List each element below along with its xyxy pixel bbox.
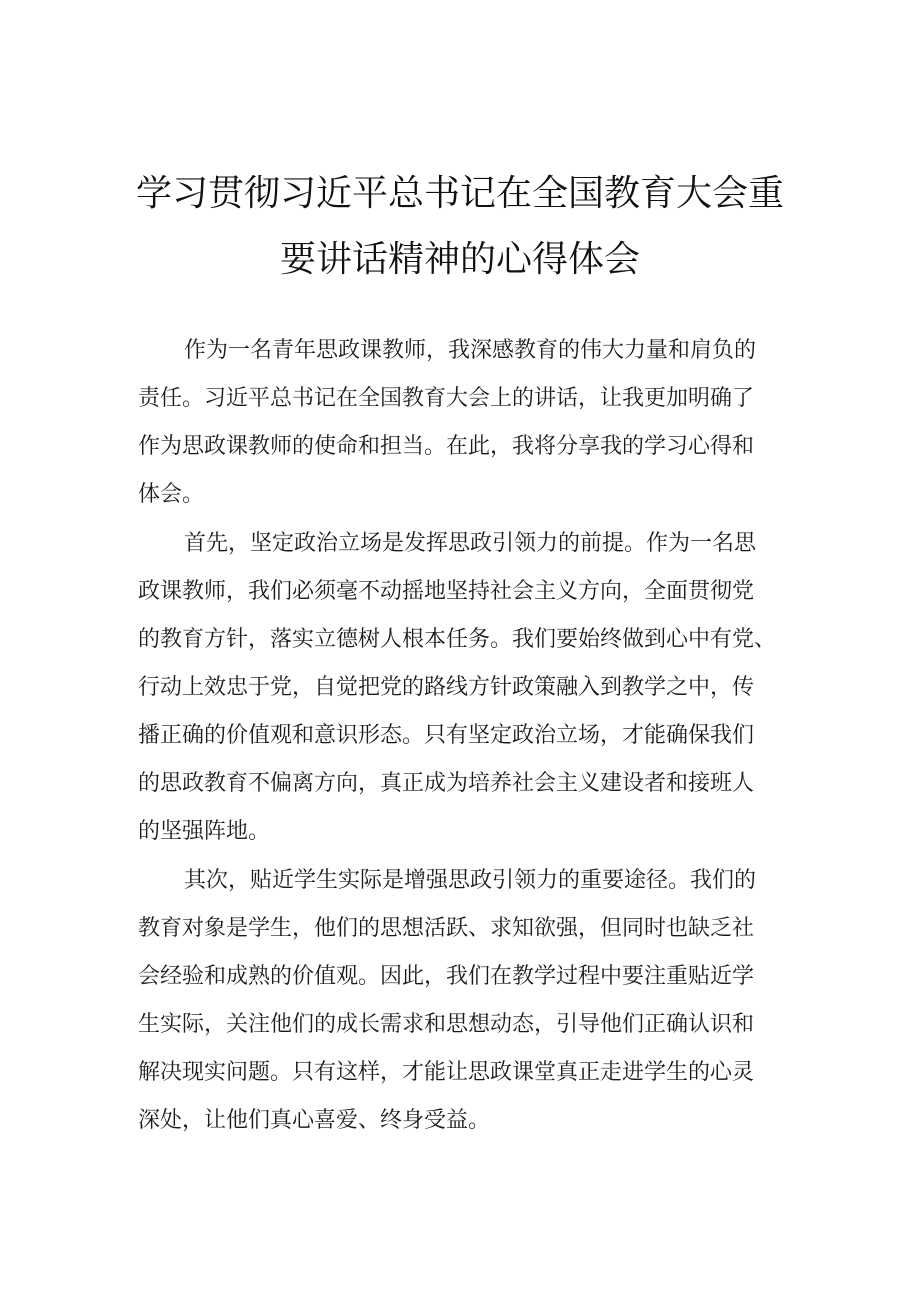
paragraph-1-line-3: 作为思政课教师的使命和担当。在此，我将分享我的学习心得和 [138, 434, 755, 459]
paragraph-3-line-4: 生实际，关注他们的成长需求和思想动态，引导他们正确认识和 [138, 1012, 755, 1037]
paragraph-1-line-4: 体会。 [138, 482, 205, 507]
paragraph-1-line-1: 作为一名青年思政课教师，我深感教育的伟大力量和肩负的 [184, 338, 757, 363]
paragraph-2-line-4: 行动上效忠于党，自觉把党的路线方针政策融入到教学之中，传 [138, 675, 755, 700]
paragraph-1-line-2: 责任。习近平总书记在全国教育大会上的讲话，让我更加明确了 [138, 386, 755, 411]
paragraph-3-line-6: 深处，让他们真心喜爱、终身受益。 [138, 1108, 491, 1133]
paragraph-2-line-6: 的思政教育不偏离方向，真正成为培养社会主义建设者和接班人 [138, 771, 755, 796]
paragraph-2-line-2: 政课教师，我们必须毫不动摇地坚持社会主义方向，全面贯彻党 [138, 579, 755, 604]
paragraph-2-line-3: 的教育方针，落实立德树人根本任务。我们要始终做到心中有党、 [138, 627, 777, 652]
paragraph-3-line-5: 解决现实问题。只有这样，才能让思政课堂真正走进学生的心灵 [138, 1060, 755, 1085]
document-title-line-2: 要讲话精神的心得体会 [279, 239, 640, 280]
paragraph-2-line-1: 首先，坚定政治立场是发挥思政引领力的前提。作为一名思 [184, 531, 757, 556]
paragraph-3-line-2: 教育对象是学生，他们的思想活跃、求知欲强，但同时也缺乏社 [138, 916, 755, 941]
paragraph-3-line-3: 会经验和成熟的价值观。因此，我们在教学过程中要注重贴近学 [138, 964, 755, 989]
paragraph-2-line-5: 播正确的价值观和意识形态。只有坚定政治立场，才能确保我们 [138, 723, 755, 748]
document-title-line-1: 学习贯彻习近平总书记在全国教育大会重 [135, 173, 784, 214]
paragraph-3-line-1: 其次，贴近学生实际是增强思政引领力的重要途径。我们的 [184, 868, 757, 893]
paragraph-2-line-7: 的坚强阵地。 [138, 819, 271, 844]
